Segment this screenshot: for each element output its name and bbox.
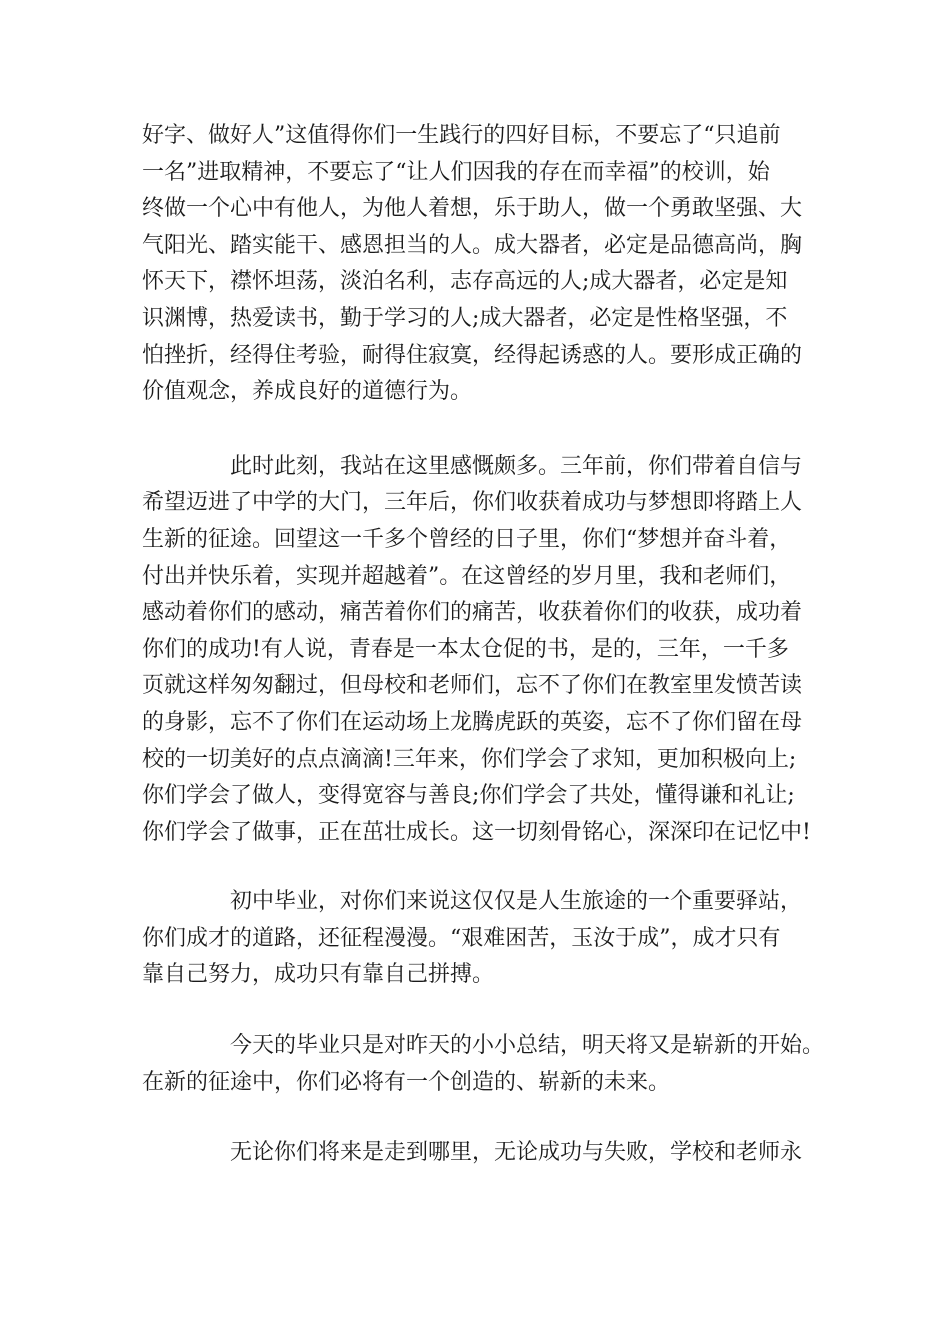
text-line: 希望迈进了中学的大门，三年后，你们收获着成功与梦想即将踏上人 [142, 490, 803, 516]
text-line: 感动着你们的感动，痛苦着你们的痛苦，收获着你们的收获，成功着 [142, 600, 803, 626]
text-line: 你们学会了做事，正在茁壮成长。这一切刻骨铭心，深深印在记忆中! [142, 819, 811, 845]
text-line: 你们的成功!有人说，青春是一本太仓促的书，是的，三年，一千多 [142, 636, 789, 662]
text-line: 页就这样匆匆翻过，但母校和老师们，忘不了你们在教室里发愤苦读 [142, 673, 803, 699]
text-line: 靠自己努力，成功只有靠自己拼搏。 [142, 962, 495, 988]
text-line: 此时此刻，我站在这里感慨颇多。三年前，你们带着自信与 [230, 453, 803, 479]
text-line: 终做一个心中有他人，为他人着想，乐于助人，做一个勇敢坚强、大 [142, 196, 803, 222]
text-line: 怀天下，襟怀坦荡，淡泊名利，志存高远的人;成大器者，必定是知 [142, 269, 788, 295]
paragraph-5 [142, 1135, 832, 1172]
text-line: 好字、做好人”这值得你们一生践行的四好目标，不要忘了“只追前 [142, 123, 781, 148]
text-line: 怕挫折，经得住考验，耐得住寂寞，经得起诱惑的人。要形成正确的 [142, 342, 803, 368]
text-line: 今天的毕业只是对昨天的小小总结，明天将又是崭新的开始。 [230, 1033, 825, 1059]
text-line: 无论你们将来是走到哪里，无论成功与失败，学校和老师永 [230, 1140, 803, 1166]
text-line: 气阳光、踏实能干、感恩担当的人。成大器者，必定是品德高尚，胸 [142, 232, 803, 258]
text-line: 在新的征途中，你们必将有一个创造的、崭新的未来。 [142, 1069, 671, 1095]
text-line: 价值观念，养成良好的道德行为。 [142, 379, 473, 405]
text-line: 付出并快乐着，实现并超越着”。在这曾经的岁月里，我和老师们， [142, 563, 792, 589]
text-line: 你们学会了做人，变得宽容与善良;你们学会了共处，懂得谦和礼让; [142, 783, 795, 809]
paragraph-4 [142, 1028, 832, 1101]
paragraph-2 [142, 449, 832, 852]
paragraph-1 [142, 118, 832, 411]
text-line: 校的一切美好的点点滴滴!三年来，你们学会了求知，更加积极向上; [142, 746, 797, 772]
text-line: 生新的征途。回望这一千多个曾经的日子里，你们“梦想并奋斗着， [142, 526, 792, 552]
text-line: 初中毕业，对你们来说这仅仅是人生旅途的一个重要驿站， [230, 889, 803, 915]
document-body [142, 118, 832, 1172]
text-line: 的身影，忘不了你们在运动场上龙腾虎跃的英姿，忘不了你们留在母 [142, 709, 803, 735]
text-line: 识渊博，热爱读书，勤于学习的人;成大器者，必定是性格坚强，不 [142, 305, 788, 331]
text-line: 一名”进取精神，不要忘了“让人们因我的存在而幸福”的校训，始 [142, 159, 770, 185]
paragraph-3 [142, 884, 832, 994]
text-line: 你们成才的道路，还征程漫漫。“艰难困苦，玉汝于成”，成才只有 [142, 925, 781, 951]
